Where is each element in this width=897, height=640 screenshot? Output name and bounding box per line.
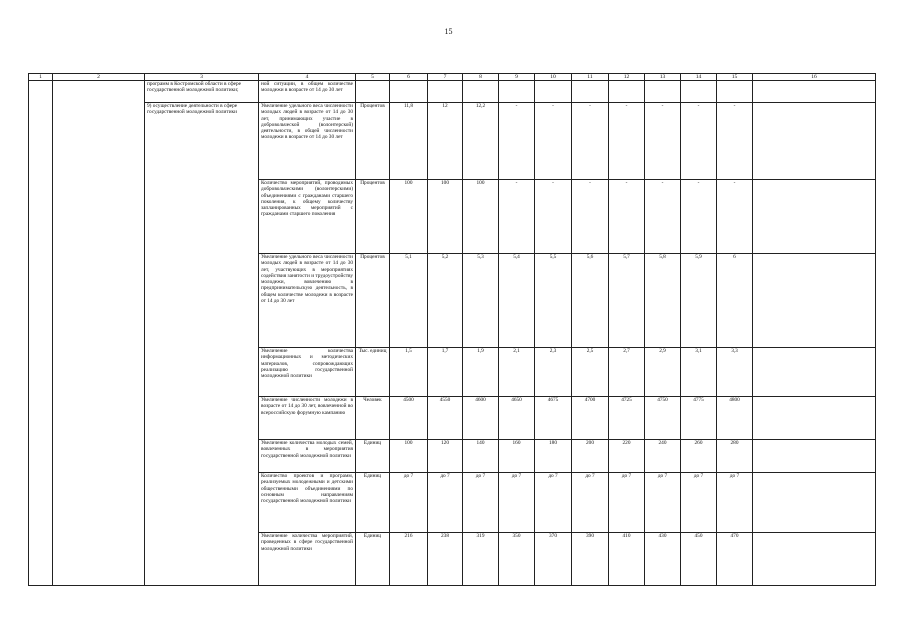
cell-col-16: [753, 533, 876, 586]
value-cell: 140: [463, 440, 499, 473]
column-number: 3: [145, 74, 259, 81]
value-cell: 2,7: [609, 348, 645, 397]
column-number: 2: [53, 74, 145, 81]
value-cell: 390: [572, 533, 609, 586]
cell-col-2: [53, 81, 145, 586]
value-cell: 410: [609, 533, 645, 586]
column-number: 4: [259, 74, 356, 81]
value-cell: -: [572, 103, 609, 180]
value-cell: 4750: [645, 397, 681, 440]
value-cell: 5,8: [645, 254, 681, 348]
value-cell: [463, 81, 499, 103]
unit-cell: Процентов: [356, 180, 390, 254]
value-cell: 260: [681, 440, 717, 473]
value-cell: 4775: [681, 397, 717, 440]
column-number: 7: [428, 74, 463, 81]
value-cell: 4650: [499, 397, 535, 440]
indicators-table: [28, 73, 876, 586]
column-number-row: [29, 74, 876, 81]
value-cell: -: [572, 180, 609, 254]
value-cell: до 7: [428, 473, 463, 533]
value-cell: -: [499, 180, 535, 254]
value-cell: 5,7: [609, 254, 645, 348]
value-cell: до 7: [499, 473, 535, 533]
value-cell: 4700: [572, 397, 609, 440]
value-cell: 5,5: [535, 254, 572, 348]
unit-cell: Процентов: [356, 254, 390, 348]
value-cell: [681, 81, 717, 103]
value-cell: 100: [463, 180, 499, 254]
indicator-name-cell: ной ситуации, в общем количестве молодежи в возрасте от 14 до 30 лет: [259, 81, 356, 103]
value-cell: до 7: [609, 473, 645, 533]
value-cell: до 7: [572, 473, 609, 533]
cell-col-16: [753, 397, 876, 440]
indicator-name-cell: Увеличение количества информационных и методических материалов, сопровождающих реализацию государственной молодежной политики: [259, 348, 356, 397]
value-cell: до 7: [390, 473, 428, 533]
value-cell: 5,2: [428, 254, 463, 348]
value-cell: 319: [463, 533, 499, 586]
value-cell: 4550: [428, 397, 463, 440]
value-cell: 4725: [609, 397, 645, 440]
value-cell: 240: [645, 440, 681, 473]
value-cell: [535, 81, 572, 103]
value-cell: 4600: [463, 397, 499, 440]
column-number: 12: [609, 74, 645, 81]
indicator-name-cell: Увеличение количества мероприятий, проведенных в сфере государственной молодежной политики: [259, 533, 356, 586]
value-cell: 3,1: [681, 348, 717, 397]
value-cell: -: [645, 103, 681, 180]
cell-col-16: [753, 103, 876, 180]
cell-col-1: [29, 81, 53, 586]
value-cell: до 7: [681, 473, 717, 533]
value-cell: -: [535, 180, 572, 254]
indicator-name-cell: Увеличение удельного веса численности молодых людей в возрасте от 14 до 30 лет, принимающих участие в добровольческой (волонтерской) деятельности, в общей численности молодежи в возрасте от 14 до 30 лет: [259, 103, 356, 180]
value-cell: 6: [717, 254, 753, 348]
value-cell: -: [681, 103, 717, 180]
value-cell: -: [609, 103, 645, 180]
column-number: 8: [463, 74, 499, 81]
value-cell: 450: [681, 533, 717, 586]
value-cell: -: [681, 180, 717, 254]
column-number: 14: [681, 74, 717, 81]
value-cell: 12: [428, 103, 463, 180]
value-cell: 5,4: [499, 254, 535, 348]
task-cell: программ в Костромской области в сфере государственной молодежной политики;: [145, 81, 259, 103]
value-cell: 430: [645, 533, 681, 586]
value-cell: 200: [572, 440, 609, 473]
unit-cell: Тыс. единиц: [356, 348, 390, 397]
page-number: 15: [444, 27, 453, 36]
unit-cell: Процентов: [356, 103, 390, 180]
value-cell: -: [717, 103, 753, 180]
indicator-name-cell: Количество мероприятий, проводимых добровольческими (волонтерскими) объединениями с гражданами старшего поколения, к общему количеству запланированных мероприятий с гражданами старшего поколения: [259, 180, 356, 254]
column-number: 15: [717, 74, 753, 81]
column-number: 9: [499, 74, 535, 81]
table-row: [29, 103, 876, 180]
value-cell: 120: [428, 440, 463, 473]
indicator-name-cell: Увеличение удельного веса численности молодых людей в возрасте от 14 до 30 лет, участвующих в мероприятиях содействия занятости и трудоустройству молодежи, вовлечению в предпринимательскую деятельность, в общем количестве молодежи в возрасте от 14 до 30 лет: [259, 254, 356, 348]
value-cell: 5,6: [572, 254, 609, 348]
value-cell: -: [609, 180, 645, 254]
indicator-name-cell: Количество проектов и программ, реализуемых молодежными и детскими общественными объединениями по основным направлениям государственной молодежной политики: [259, 473, 356, 533]
value-cell: 160: [499, 440, 535, 473]
value-cell: -: [499, 103, 535, 180]
value-cell: 5,3: [463, 254, 499, 348]
indicator-name-cell: Увеличение численности молодежи в возрасте от 14 до 30 лет, вовлеченной во всероссийскую форумную кампанию: [259, 397, 356, 440]
value-cell: 2,1: [499, 348, 535, 397]
value-cell: [717, 81, 753, 103]
value-cell: 220: [609, 440, 645, 473]
indicator-name-cell: Увеличение количества молодых семей, вовлеченных в мероприятия государственной молодежной политики: [259, 440, 356, 473]
column-number: 16: [753, 74, 876, 81]
unit-cell: [356, 81, 390, 103]
column-number: 13: [645, 74, 681, 81]
value-cell: 4675: [535, 397, 572, 440]
value-cell: до 7: [717, 473, 753, 533]
value-cell: 100: [390, 180, 428, 254]
value-cell: [499, 81, 535, 103]
value-cell: [609, 81, 645, 103]
column-number: 11: [572, 74, 609, 81]
value-cell: 238: [428, 533, 463, 586]
value-cell: 5,9: [681, 254, 717, 348]
column-number: 5: [356, 74, 390, 81]
value-cell: 2,5: [572, 348, 609, 397]
cell-col-16: [753, 254, 876, 348]
column-number: 6: [390, 74, 428, 81]
value-cell: 11,8: [390, 103, 428, 180]
value-cell: до 7: [535, 473, 572, 533]
value-cell: 216: [390, 533, 428, 586]
cell-col-16: [753, 81, 876, 103]
value-cell: 100: [390, 440, 428, 473]
value-cell: 1,9: [463, 348, 499, 397]
value-cell: 1,7: [428, 348, 463, 397]
value-cell: 3,3: [717, 348, 753, 397]
unit-cell: Человек: [356, 397, 390, 440]
value-cell: 2,3: [535, 348, 572, 397]
value-cell: [390, 81, 428, 103]
value-cell: -: [645, 180, 681, 254]
value-cell: до 7: [463, 473, 499, 533]
value-cell: [572, 81, 609, 103]
unit-cell: Единиц: [356, 533, 390, 586]
value-cell: 180: [535, 440, 572, 473]
cell-col-16: [753, 180, 876, 254]
value-cell: [645, 81, 681, 103]
cell-col-16: [753, 440, 876, 473]
value-cell: 370: [535, 533, 572, 586]
table-row: [29, 81, 876, 103]
column-number: 10: [535, 74, 572, 81]
value-cell: 280: [717, 440, 753, 473]
value-cell: до 7: [645, 473, 681, 533]
value-cell: 5,1: [390, 254, 428, 348]
column-number: 1: [29, 74, 53, 81]
value-cell: 1,5: [390, 348, 428, 397]
unit-cell: Единиц: [356, 473, 390, 533]
value-cell: 2,9: [645, 348, 681, 397]
cell-col-16: [753, 348, 876, 397]
value-cell: 350: [499, 533, 535, 586]
task-cell: 9) осуществление деятельности в сфере государственной молодежной политики: [145, 103, 259, 586]
unit-cell: Единиц: [356, 440, 390, 473]
value-cell: 12,2: [463, 103, 499, 180]
value-cell: [428, 81, 463, 103]
value-cell: -: [535, 103, 572, 180]
value-cell: 470: [717, 533, 753, 586]
cell-col-16: [753, 473, 876, 533]
value-cell: 100: [428, 180, 463, 254]
value-cell: -: [717, 180, 753, 254]
value-cell: 4800: [717, 397, 753, 440]
value-cell: 4500: [390, 397, 428, 440]
